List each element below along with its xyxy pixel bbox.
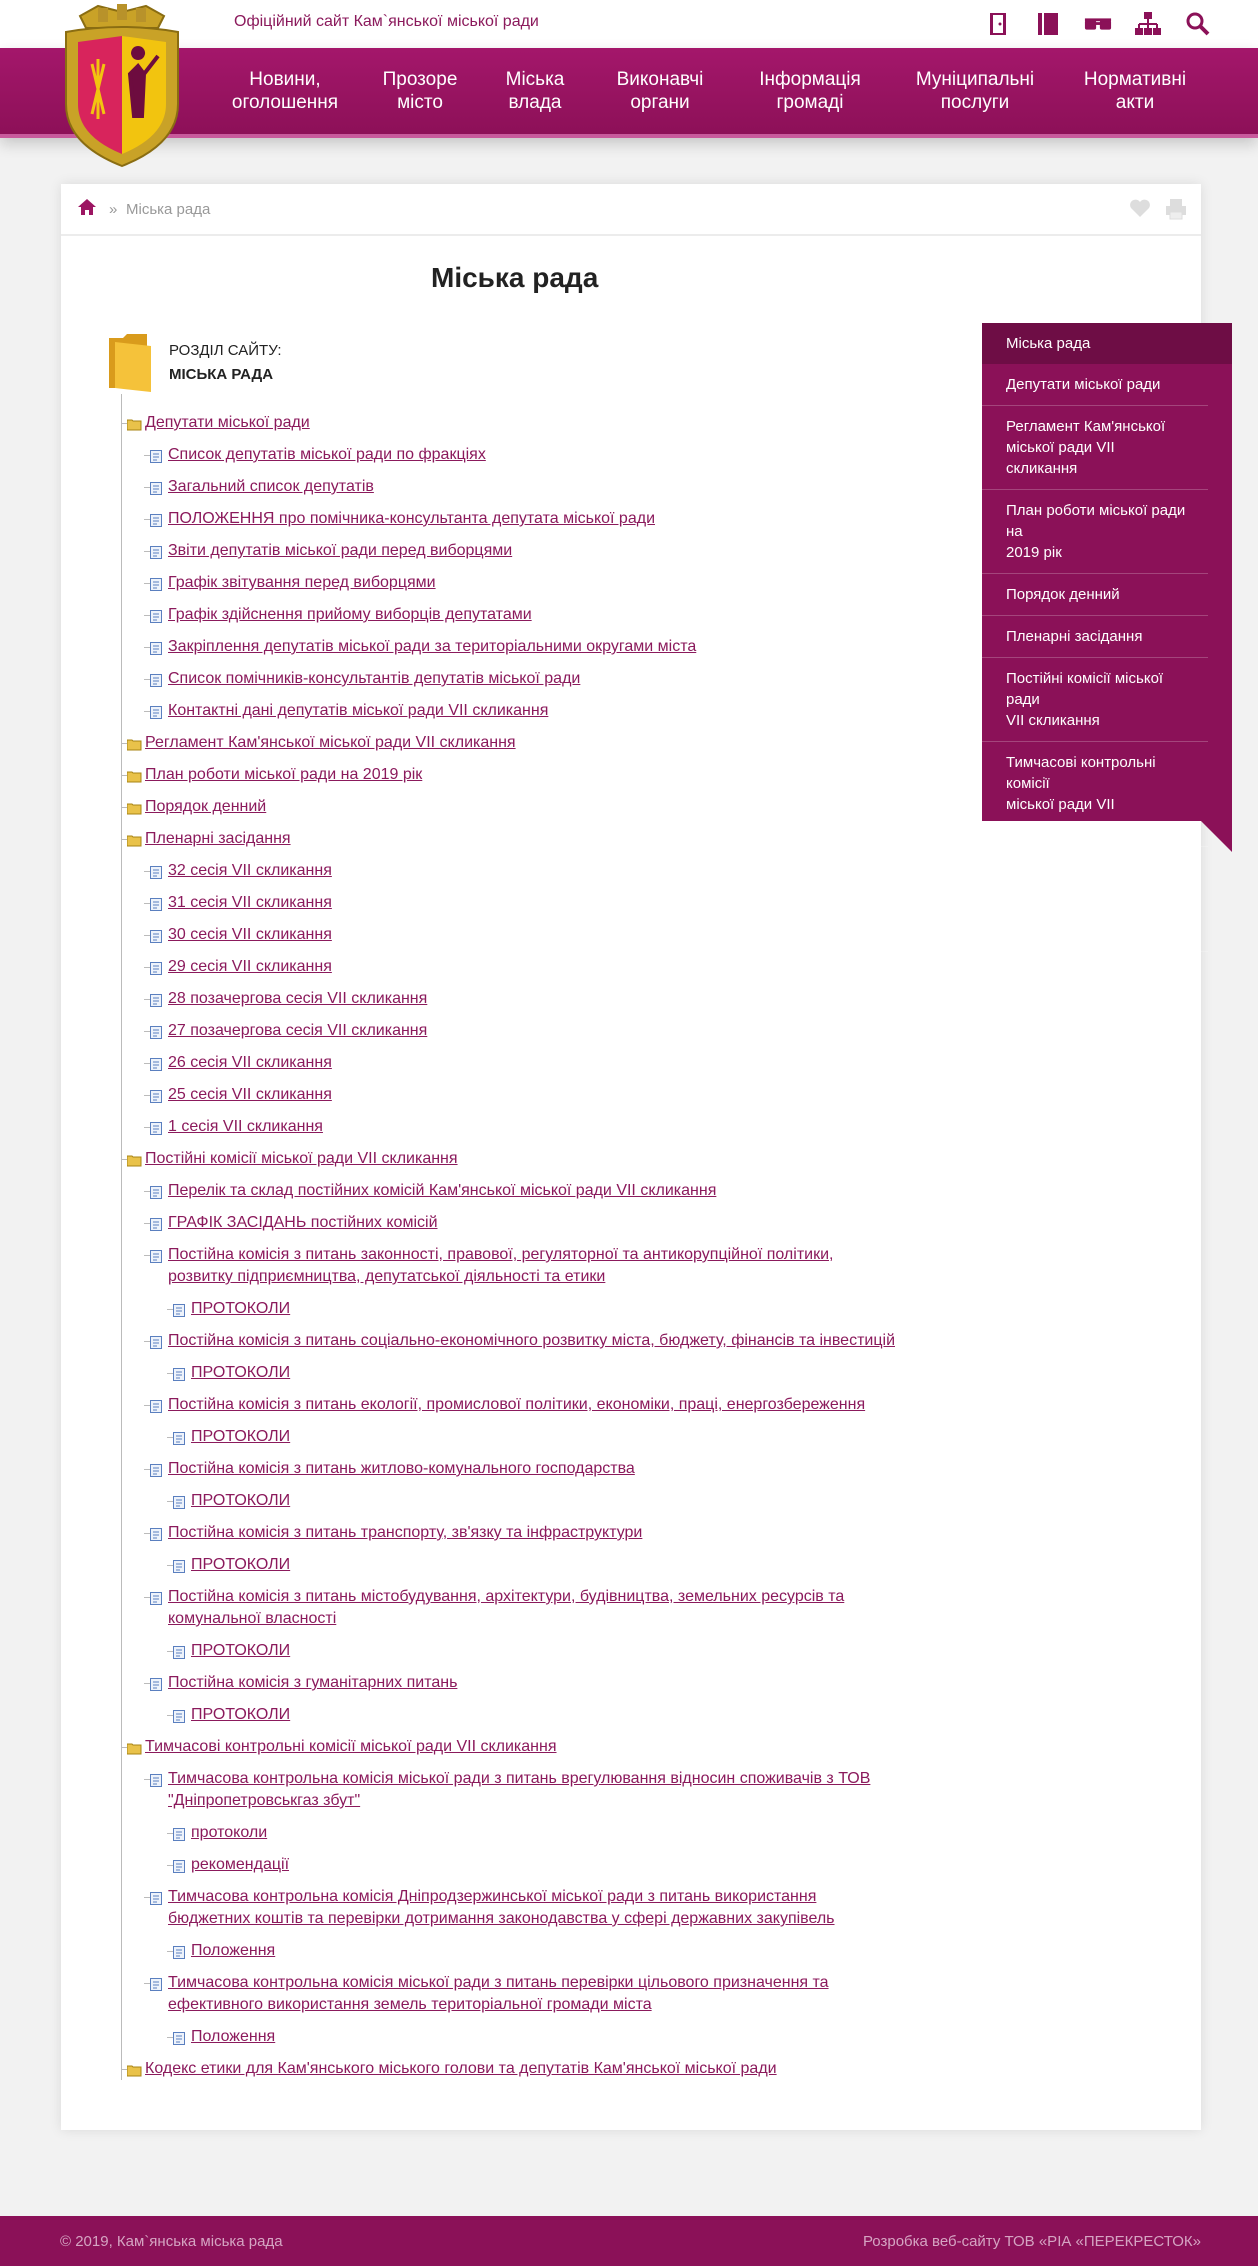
tree-folder-item <box>145 412 310 434</box>
tree-link[interactable]: Постійна комісія з питань законності, правової, регуляторної та антикорупційної політики, <box>168 1246 834 1263</box>
tree-link[interactable]: ПРОТОКОЛИ <box>191 1364 291 1381</box>
document-icon <box>150 1024 164 1036</box>
tree-link[interactable]: Кодекс етики для Кам'янського міського голови та депутатів Кам'янської міської ради <box>145 2060 777 2077</box>
tree-page-item <box>191 1362 290 1384</box>
tree-page-item <box>168 956 332 978</box>
document-icon <box>150 928 164 940</box>
tree-page-item <box>168 1052 332 1074</box>
page-title: Міська рада <box>431 262 599 293</box>
tree-page-item <box>191 1854 289 1876</box>
side-menu <box>982 323 1232 939</box>
tree-link[interactable]: ПРОТОКОЛИ <box>191 1706 291 1723</box>
search-icon[interactable] <box>1184 10 1212 38</box>
tree-connector <box>144 1031 150 1032</box>
tree-link-continued[interactable]: "Дніпропетровськгаз збут" <box>168 1792 361 1809</box>
nav-item-line1: Муніципальні <box>915 69 1035 90</box>
document-icon <box>150 576 164 588</box>
tree-page-item <box>191 1822 267 1844</box>
document-icon <box>173 1644 187 1656</box>
tree-link-continued[interactable]: ефективного використання земель територіальної громади міста <box>168 1996 652 2013</box>
tree-link[interactable]: рекомендації <box>191 1856 290 1873</box>
tree-page-item <box>168 636 696 658</box>
tree-page-item <box>191 1940 275 1962</box>
tree-link[interactable]: Постійна комісія з питань транспорту, зв'язку та інфраструктури <box>168 1524 643 1541</box>
tree-connector <box>144 1341 150 1342</box>
side-menu-item-9[interactable] <box>982 847 1208 952</box>
tree-link[interactable]: 31 сесія VII скликання <box>168 894 332 911</box>
document-icon <box>150 704 164 716</box>
tree-link[interactable]: ГРАФІК ЗАСІДАНЬ постійних комісій <box>168 1214 438 1231</box>
nav-item-line2: оголошення <box>231 92 339 113</box>
tree-connector <box>144 519 150 520</box>
side-menu-item-4[interactable] <box>982 490 1208 574</box>
tree-connector <box>144 1983 150 1984</box>
document-icon <box>173 1944 187 1956</box>
tree-connector <box>144 1897 150 1898</box>
tree-link[interactable]: Графік здійснення прийому виборців депутатами <box>168 606 532 623</box>
tree-connector <box>144 1191 150 1192</box>
tree-link[interactable]: План роботи міської ради на 2019 рік <box>145 766 423 783</box>
tree-page-item <box>168 1586 844 1630</box>
tree-link[interactable]: протоколи <box>191 1824 268 1841</box>
side-menu-item-7[interactable] <box>982 658 1208 742</box>
tree-page-item <box>191 1554 290 1576</box>
tree-connector <box>144 1597 150 1598</box>
document-icon <box>150 1088 164 1100</box>
breadcrumb <box>61 184 1201 236</box>
footer-copyright: © 2019, Кам`янська міська рада <box>60 2233 283 2250</box>
tree-link[interactable]: ПОЛОЖЕННЯ про помічника-консультанта депутата міської ради <box>168 510 655 527</box>
document-icon <box>150 960 164 972</box>
tree-link[interactable]: Положення <box>191 1942 276 1959</box>
tree-connector <box>144 903 150 904</box>
folder-icon <box>127 736 141 748</box>
print-icon[interactable] <box>1165 198 1187 225</box>
tree-connector <box>167 1309 173 1310</box>
document-icon <box>150 448 164 460</box>
tree-page-item <box>168 1522 642 1544</box>
tree-page-item <box>168 668 580 690</box>
document-icon <box>150 1772 164 1784</box>
tree-link[interactable]: Тимчасові контрольні комісії міської ради VII скликання <box>145 1738 557 1755</box>
document-icon <box>150 1590 164 1602</box>
tree-link[interactable]: 25 сесія VII скликання <box>168 1086 332 1103</box>
tree-page-item <box>191 2026 275 2048</box>
tree-page-item <box>168 1458 635 1480</box>
side-menu-item-line: 2019 рік <box>1006 544 1062 561</box>
favorite-heart-icon[interactable] <box>1129 198 1151 225</box>
city-coat-of-arms-logo[interactable] <box>58 4 186 169</box>
tree-link-continued[interactable]: комунальної власності <box>168 1610 337 1627</box>
side-menu-item-line: Регламент Кам'янської <box>1006 418 1166 435</box>
tree-page-item <box>168 700 548 722</box>
document-icon <box>150 544 164 556</box>
side-menu-item-line: Депутати міської ради <box>1006 376 1161 393</box>
tree-connector <box>144 935 150 936</box>
breadcrumb-current: Міська рада <box>126 201 211 218</box>
nav-item-3[interactable] <box>480 48 590 138</box>
tree-link[interactable]: ПРОТОКОЛИ <box>191 1428 291 1445</box>
tree-link[interactable]: Постійні комісії міської ради VII скликання <box>145 1150 458 1167</box>
footer <box>0 2216 1258 2266</box>
tree-connector <box>144 1255 150 1256</box>
tree-link[interactable]: Положення <box>191 2028 276 2045</box>
document-icon <box>173 1558 187 1570</box>
tree-page-item <box>168 604 532 626</box>
tree-link[interactable]: 26 сесія VII скликання <box>168 1054 332 1071</box>
tree-page-item <box>191 1490 290 1512</box>
nav-item-line1: Новини, <box>249 69 321 90</box>
folder-icon <box>107 332 153 399</box>
nav-item-line1: Інформація <box>759 69 861 90</box>
tree-page-item <box>168 1768 870 1812</box>
tree-link[interactable]: 29 сесія VII скликання <box>168 958 332 975</box>
tree-connector <box>144 487 150 488</box>
tree-link[interactable]: Тимчасова контрольна комісія Дніпродзержинської міської ради з питань використання <box>168 1888 817 1905</box>
nav-item-line1: Виконавчі <box>616 69 704 90</box>
tree-link[interactable]: Депутати міської ради <box>145 414 310 431</box>
folder-icon <box>127 2062 141 2074</box>
tree-connector <box>167 1951 173 1952</box>
tree-folder-item <box>145 1148 458 1170</box>
folder-icon <box>127 768 141 780</box>
tree-connector <box>144 1127 150 1128</box>
tree-page-item <box>168 476 374 498</box>
nav-item-line2: громаді <box>776 92 844 113</box>
document-icon <box>173 1366 187 1378</box>
tree-page-item <box>168 508 655 530</box>
tree-connector <box>144 1779 150 1780</box>
tree-link[interactable]: Контактні дані депутатів міської ради VII скликання <box>168 702 549 719</box>
nav-item-5[interactable] <box>730 48 890 138</box>
tree-folder-item <box>145 732 516 754</box>
side-menu-item-1[interactable] <box>982 323 1232 364</box>
tree-link[interactable]: Перелік та склад постійних комісій Кам'янської міської ради VII скликання <box>168 1182 717 1199</box>
book-icon[interactable] <box>1034 10 1062 38</box>
tree-page-item <box>168 1244 833 1288</box>
tree-link[interactable]: Постійна комісія з питань екології, промислової політики, економіки, праці, енергозбереження <box>168 1396 866 1413</box>
tree-link[interactable]: Порядок денний <box>145 798 267 815</box>
document-icon <box>150 1056 164 1068</box>
document-icon <box>150 1248 164 1260</box>
folder-icon <box>127 832 141 844</box>
breadcrumb-separator: » <box>109 201 118 218</box>
tree-link[interactable]: Загальний список депутатів <box>168 478 374 495</box>
tree-connector <box>144 615 150 616</box>
tree-page-item <box>168 892 332 914</box>
tree-connector <box>167 2037 173 2038</box>
side-menu-item-line: голови та депутатів <box>1006 901 1142 918</box>
section-label: РОЗДІЛ САЙТУ: <box>169 342 282 359</box>
footer-developer-link[interactable]: Розробка веб-сайту ТОВ «РІА «ПЕРЕКРЕСТОК» <box>862 2233 1201 2250</box>
tree-connector <box>144 967 150 968</box>
side-menu-item-line: Пленарні засідання <box>1006 628 1143 645</box>
tree-page-item <box>191 1640 290 1662</box>
tree-connector <box>144 551 150 552</box>
side-menu-item-8[interactable] <box>982 742 1208 847</box>
document-icon <box>150 1120 164 1132</box>
side-menu-item-line: VII скликання <box>1006 712 1100 729</box>
document-icon <box>173 1494 187 1506</box>
nav-item-line1: Прозоре <box>382 69 458 90</box>
nav-item-line1: Міська <box>505 69 565 90</box>
tree-link[interactable]: Закріплення депутатів міської ради за територіальними округами міста <box>168 638 697 655</box>
side-menu-item-3[interactable] <box>982 406 1208 490</box>
tree-link[interactable]: 32 сесія VII скликання <box>168 862 332 879</box>
tree-folder-item <box>145 828 291 850</box>
section-name: МІСЬКА РАДА <box>169 366 274 383</box>
tree-connector <box>144 999 150 1000</box>
document-icon <box>150 1676 164 1688</box>
tree-connector <box>144 1095 150 1096</box>
tree-link-continued[interactable]: розвитку підприємництва, депутатської діяльності та етики <box>168 1268 606 1285</box>
tree-connector <box>167 1833 173 1834</box>
tree-page-item <box>168 1180 716 1202</box>
nav-item-7[interactable] <box>1060 48 1210 138</box>
tree-link[interactable]: Постійна комісія з питань містобудування, архітектури, будівництва, земельних ресурсів та <box>168 1588 845 1605</box>
document-icon <box>150 1976 164 1988</box>
side-menu-item-5[interactable] <box>982 574 1208 616</box>
side-menu-item-2[interactable] <box>982 364 1208 406</box>
tree-folder-item <box>145 796 266 818</box>
tree-page-item <box>168 1084 332 1106</box>
tree-link[interactable]: Постійна комісія з питань соціально-економічного розвитку міста, бюджету, фінансів та інвестицій <box>168 1332 895 1349</box>
main-nav <box>210 48 1210 138</box>
tree-link[interactable]: 28 позачергова сесія VII скликання <box>168 990 428 1007</box>
nav-item-1[interactable] <box>210 48 360 138</box>
tree-connector <box>167 1373 173 1374</box>
nav-item-line2: органи <box>630 92 690 113</box>
document-icon <box>150 992 164 1004</box>
document-icon <box>173 2030 187 2042</box>
sitemap-icon[interactable] <box>1134 10 1162 38</box>
tree-link[interactable]: Список помічників-консультантів депутатів міської ради <box>168 670 581 687</box>
tree-link[interactable]: Графік звітування перед виборцями <box>168 574 436 591</box>
tree-page-item <box>168 1394 865 1416</box>
folder-icon <box>127 416 141 428</box>
document-icon <box>150 1890 164 1902</box>
tree-link[interactable]: 1 сесія VII скликання <box>168 1118 323 1135</box>
tree-connector <box>144 1063 150 1064</box>
side-menu-item-line: Постійні комісії міської ради <box>1006 670 1164 708</box>
document-icon <box>150 1462 164 1474</box>
document-icon <box>150 1216 164 1228</box>
tree-page-item <box>191 1426 290 1448</box>
tree-link[interactable]: ПРОТОКОЛИ <box>191 1492 291 1509</box>
site-caption: Офіційний сайт Кам`янської міської ради <box>234 13 539 30</box>
tree-page-item <box>168 988 427 1010</box>
nav-item-6[interactable] <box>890 48 1060 138</box>
side-menu-item-line: Міська рада <box>1006 335 1091 352</box>
tree-page-item <box>191 1704 290 1726</box>
tree-page-item <box>168 1212 438 1234</box>
main-navbar <box>0 48 1258 138</box>
tree-connector <box>144 647 150 648</box>
tree-connector <box>144 1533 150 1534</box>
tree-folder-item <box>145 1736 557 1758</box>
tree-page-item <box>168 1116 323 1138</box>
nav-item-line1: Нормативні <box>1083 69 1187 90</box>
tree-connector <box>144 1405 150 1406</box>
document-icon <box>150 608 164 620</box>
tree-page-item <box>168 572 436 594</box>
tree-connector <box>144 583 150 584</box>
tree-page-item <box>168 444 486 466</box>
page-actions <box>1129 198 1187 225</box>
document-icon <box>150 480 164 492</box>
document-icon <box>150 1398 164 1410</box>
tree-connector <box>167 1501 173 1502</box>
document-icon <box>150 1184 164 1196</box>
nav-item-line2: послуги <box>940 92 1010 113</box>
tree-page-item <box>168 1672 457 1694</box>
document-icon <box>150 1334 164 1346</box>
side-menu-item-line: міської ради VII скликання <box>1006 439 1115 477</box>
glasses-icon[interactable] <box>1084 10 1112 38</box>
tree-connector <box>167 1715 173 1716</box>
nav-item-4[interactable] <box>590 48 730 138</box>
tree-connector <box>144 871 150 872</box>
tree-connector <box>167 1865 173 1866</box>
side-menu-item-line: Кодекс етики для <box>1006 859 1127 876</box>
tree-connector <box>144 679 150 680</box>
top-bar <box>0 0 1258 48</box>
tree-page-item <box>168 924 332 946</box>
side-menu-item-line: Тимчасові контрольні комісії <box>1006 754 1156 792</box>
home-icon[interactable] <box>77 198 97 221</box>
document-icon <box>150 512 164 524</box>
tree-link[interactable]: Регламент Кам'янської міської ради VII скликання <box>145 734 516 751</box>
tree-folder-item <box>145 764 422 786</box>
document-icon <box>173 1708 187 1720</box>
document-icon <box>150 896 164 908</box>
tree-connector <box>167 1437 173 1438</box>
folder-icon <box>127 800 141 812</box>
top-icons <box>984 10 1212 38</box>
tree-link[interactable]: Тимчасова контрольна комісія міської ради з питань врегулювання відносин споживачів з ТОВ <box>168 1770 871 1787</box>
nav-item-line2: акти <box>1115 92 1155 113</box>
tree-link[interactable]: ПРОТОКОЛИ <box>191 1642 291 1659</box>
document-icon <box>150 1526 164 1538</box>
tree-connector <box>144 1469 150 1470</box>
tree-folder-item <box>145 2058 777 2080</box>
nav-item-line2: місто <box>397 92 443 113</box>
nav-item-2[interactable] <box>360 48 480 138</box>
tree-link-continued[interactable]: бюджетних коштів та перевірки дотримання законодавства у сфері державних закупівель <box>168 1910 835 1927</box>
document-icon <box>173 1430 187 1442</box>
document-icon <box>173 1826 187 1838</box>
tree-link[interactable]: Пленарні засідання <box>145 830 291 847</box>
tree-link[interactable]: 30 сесія VII скликання <box>168 926 332 943</box>
tree-page-item <box>168 1330 895 1352</box>
tree-page-item <box>168 1020 427 1042</box>
document-icon <box>173 1302 187 1314</box>
tree-page-item <box>168 540 512 562</box>
document-icon <box>150 672 164 684</box>
tree-link[interactable]: ПРОТОКОЛИ <box>191 1556 291 1573</box>
tree-link[interactable]: ПРОТОКОЛИ <box>191 1300 291 1317</box>
tree-connector <box>167 1651 173 1652</box>
tree-link[interactable]: 27 позачергова сесія VII скликання <box>168 1022 428 1039</box>
side-menu-item-line: міської ради VII скликання <box>1006 796 1115 834</box>
door-icon[interactable] <box>984 10 1012 38</box>
tree-connector <box>144 1223 150 1224</box>
document-icon <box>173 1858 187 1870</box>
folder-icon <box>127 1152 141 1164</box>
tree-connector <box>144 455 150 456</box>
tree-page-item <box>168 1972 829 2016</box>
tree-connector <box>167 1565 173 1566</box>
document-icon <box>150 864 164 876</box>
tree-link[interactable]: Постійна комісія з гуманітарних питань <box>168 1674 458 1691</box>
side-menu-item-line: План роботи міської ради на <box>1006 502 1186 540</box>
side-menu-item-line: Кам'янської міської ради <box>1006 922 1178 939</box>
document-icon <box>150 640 164 652</box>
side-menu-item-6[interactable] <box>982 616 1208 658</box>
tree-connector <box>144 1683 150 1684</box>
tree-page-item <box>168 1886 835 1930</box>
tree-connector <box>144 711 150 712</box>
tree-link[interactable]: Тимчасова контрольна комісія міської ради з питань перевірки цільового призначення та <box>168 1974 829 1991</box>
tree-link[interactable]: Постійна комісія з питань житлово-комунального господарства <box>168 1460 635 1477</box>
side-menu-item-line: Порядок денний <box>1006 586 1120 603</box>
tree-page-item <box>191 1298 290 1320</box>
tree-link[interactable]: Список депутатів міської ради по фракціях <box>168 446 486 463</box>
nav-item-line2: влада <box>508 92 562 113</box>
tree-link[interactable]: Звіти депутатів міської ради перед виборцями <box>168 542 513 559</box>
tree-page-item <box>168 860 332 882</box>
folder-icon <box>127 1740 141 1752</box>
tree-guide-line <box>121 394 122 2080</box>
side-menu-item-line: Кам'янського міського <box>1006 880 1159 897</box>
